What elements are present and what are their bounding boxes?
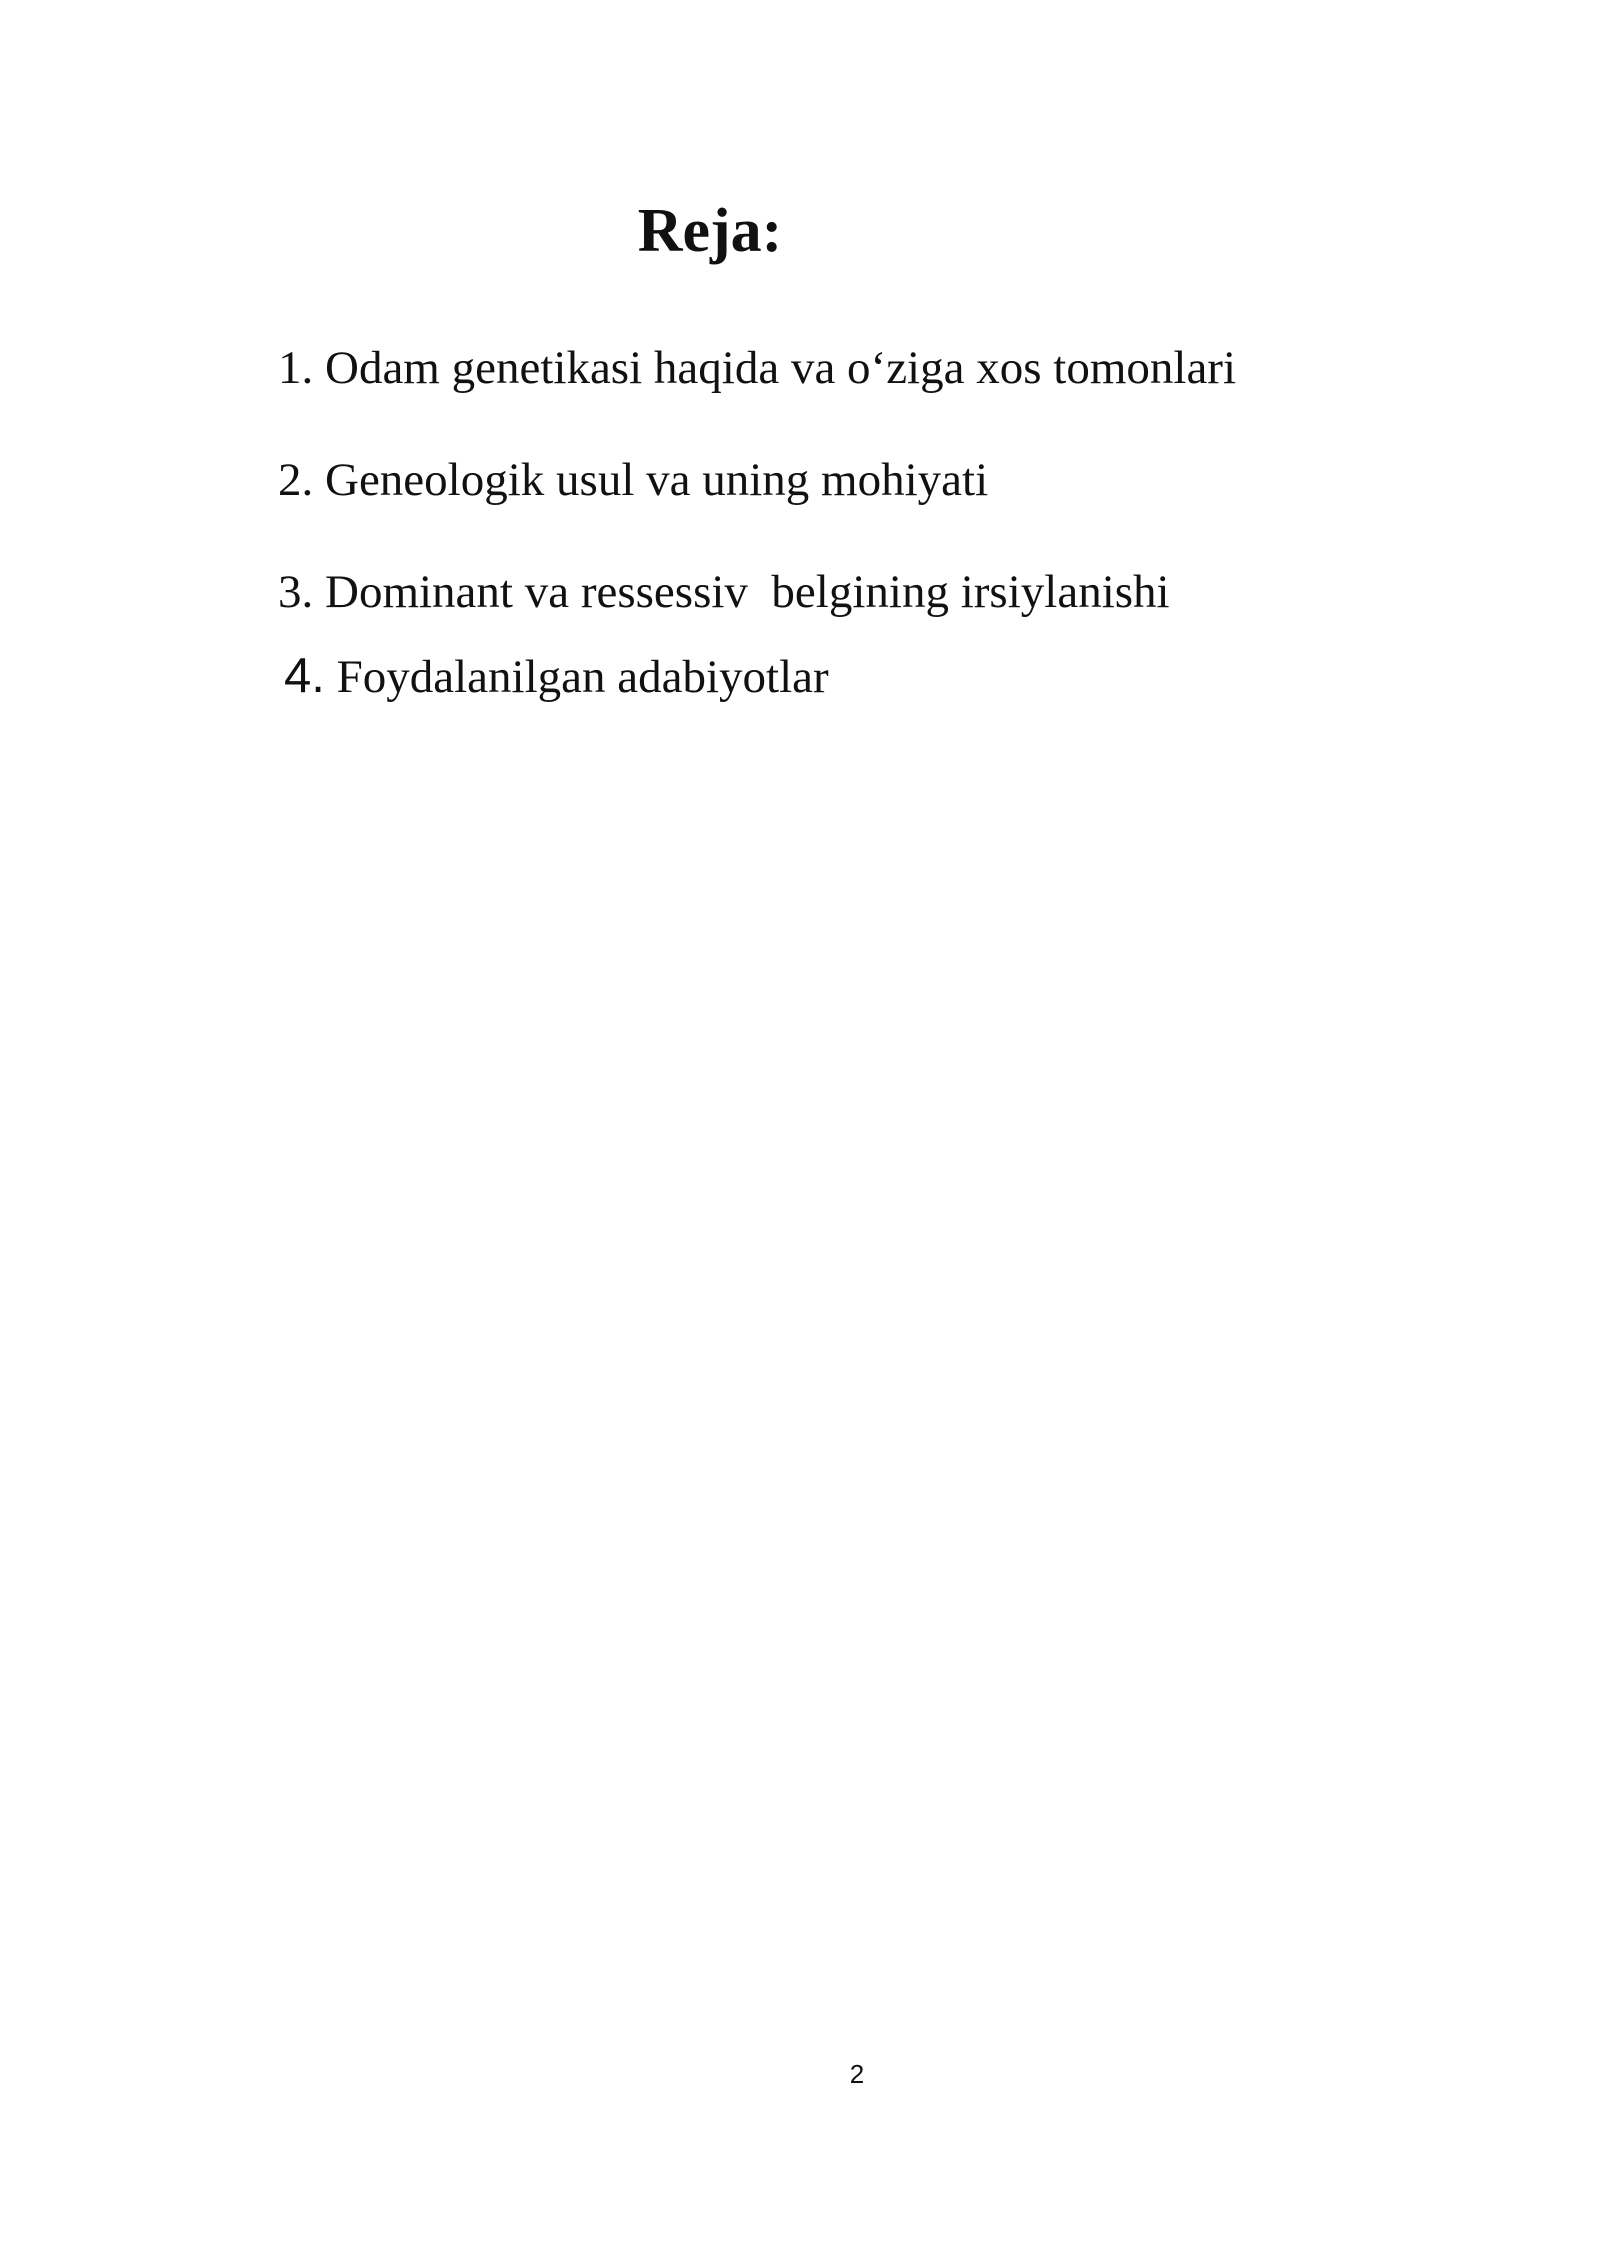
item-number: 3. <box>278 566 314 618</box>
list-item <box>278 340 1236 396</box>
item-text: Odam genetikasi haqida va o‘ziga xos tomonlari <box>325 342 1237 394</box>
item-text: Geneologik usul va uning mohiyati <box>325 454 989 506</box>
item-number: 4. <box>284 649 325 703</box>
list-item <box>278 564 1170 620</box>
page-number: 2 <box>849 2059 865 2089</box>
item-number: 1. <box>278 342 314 394</box>
item-text: Foydalanilgan adabiyotlar <box>336 651 829 703</box>
item-number: 2. <box>278 454 314 506</box>
list-item <box>284 648 829 705</box>
page-title: Reja: <box>637 197 783 265</box>
list-item <box>278 452 988 508</box>
item-text: Dominant va ressessiv belgining irsiylanishi <box>325 566 1170 618</box>
